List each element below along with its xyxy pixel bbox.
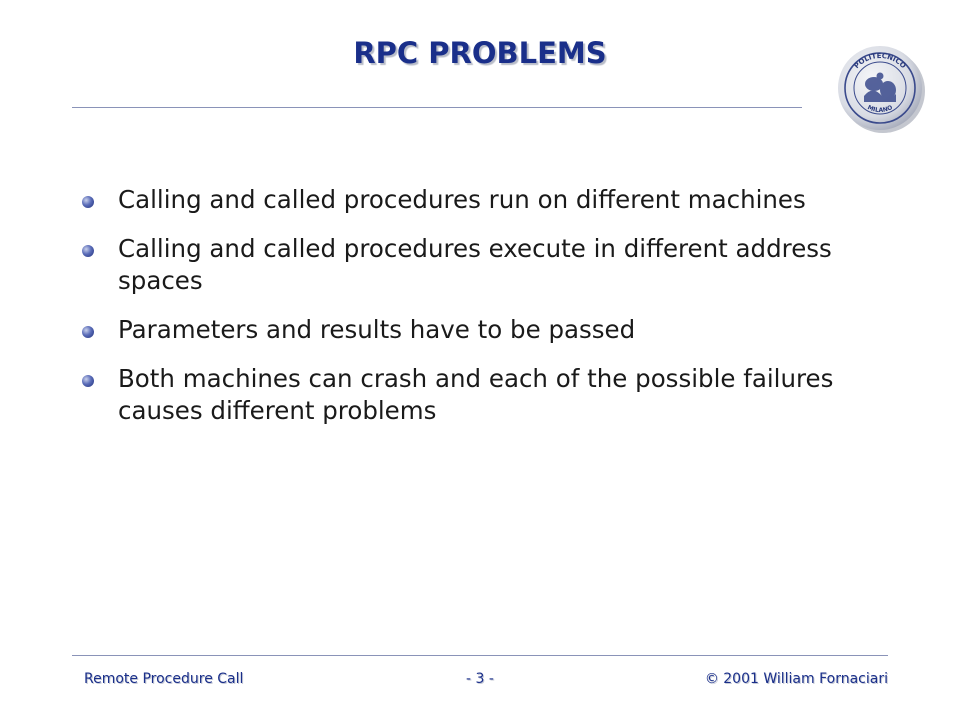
bullet-item xyxy=(82,233,862,297)
bullet-item xyxy=(82,314,862,346)
footer-copyright: © 2001 William Fornaciari xyxy=(704,671,888,687)
bullet-item xyxy=(82,363,862,427)
footer-course-title: Remote Procedure Call xyxy=(84,671,244,687)
bullet-text: Both machines can crash and each of the possible failures causes different problems xyxy=(118,364,834,425)
footer-page-number: - 3 - xyxy=(466,671,494,687)
bullet-text: Calling and called procedures execute in different address spaces xyxy=(118,234,832,295)
bullet-text: Calling and called procedures run on different machines xyxy=(118,185,806,214)
slide-title: RPC PROBLEMS xyxy=(353,36,607,70)
bullet-item xyxy=(82,184,862,216)
bullet-dot-icon xyxy=(82,196,94,208)
bullet-list xyxy=(82,184,862,444)
bullet-dot-icon xyxy=(82,375,94,387)
bullet-text: Parameters and results have to be passed xyxy=(118,315,636,344)
bullet-dot-icon xyxy=(82,326,94,338)
seal-ring-top: POLITECNICO xyxy=(852,51,908,71)
footer-divider xyxy=(72,655,888,656)
bullet-dot-icon xyxy=(82,245,94,257)
seal-ring-bottom: MILANO xyxy=(866,104,894,115)
title-divider xyxy=(72,107,802,108)
politecnico-seal-icon xyxy=(836,44,926,134)
